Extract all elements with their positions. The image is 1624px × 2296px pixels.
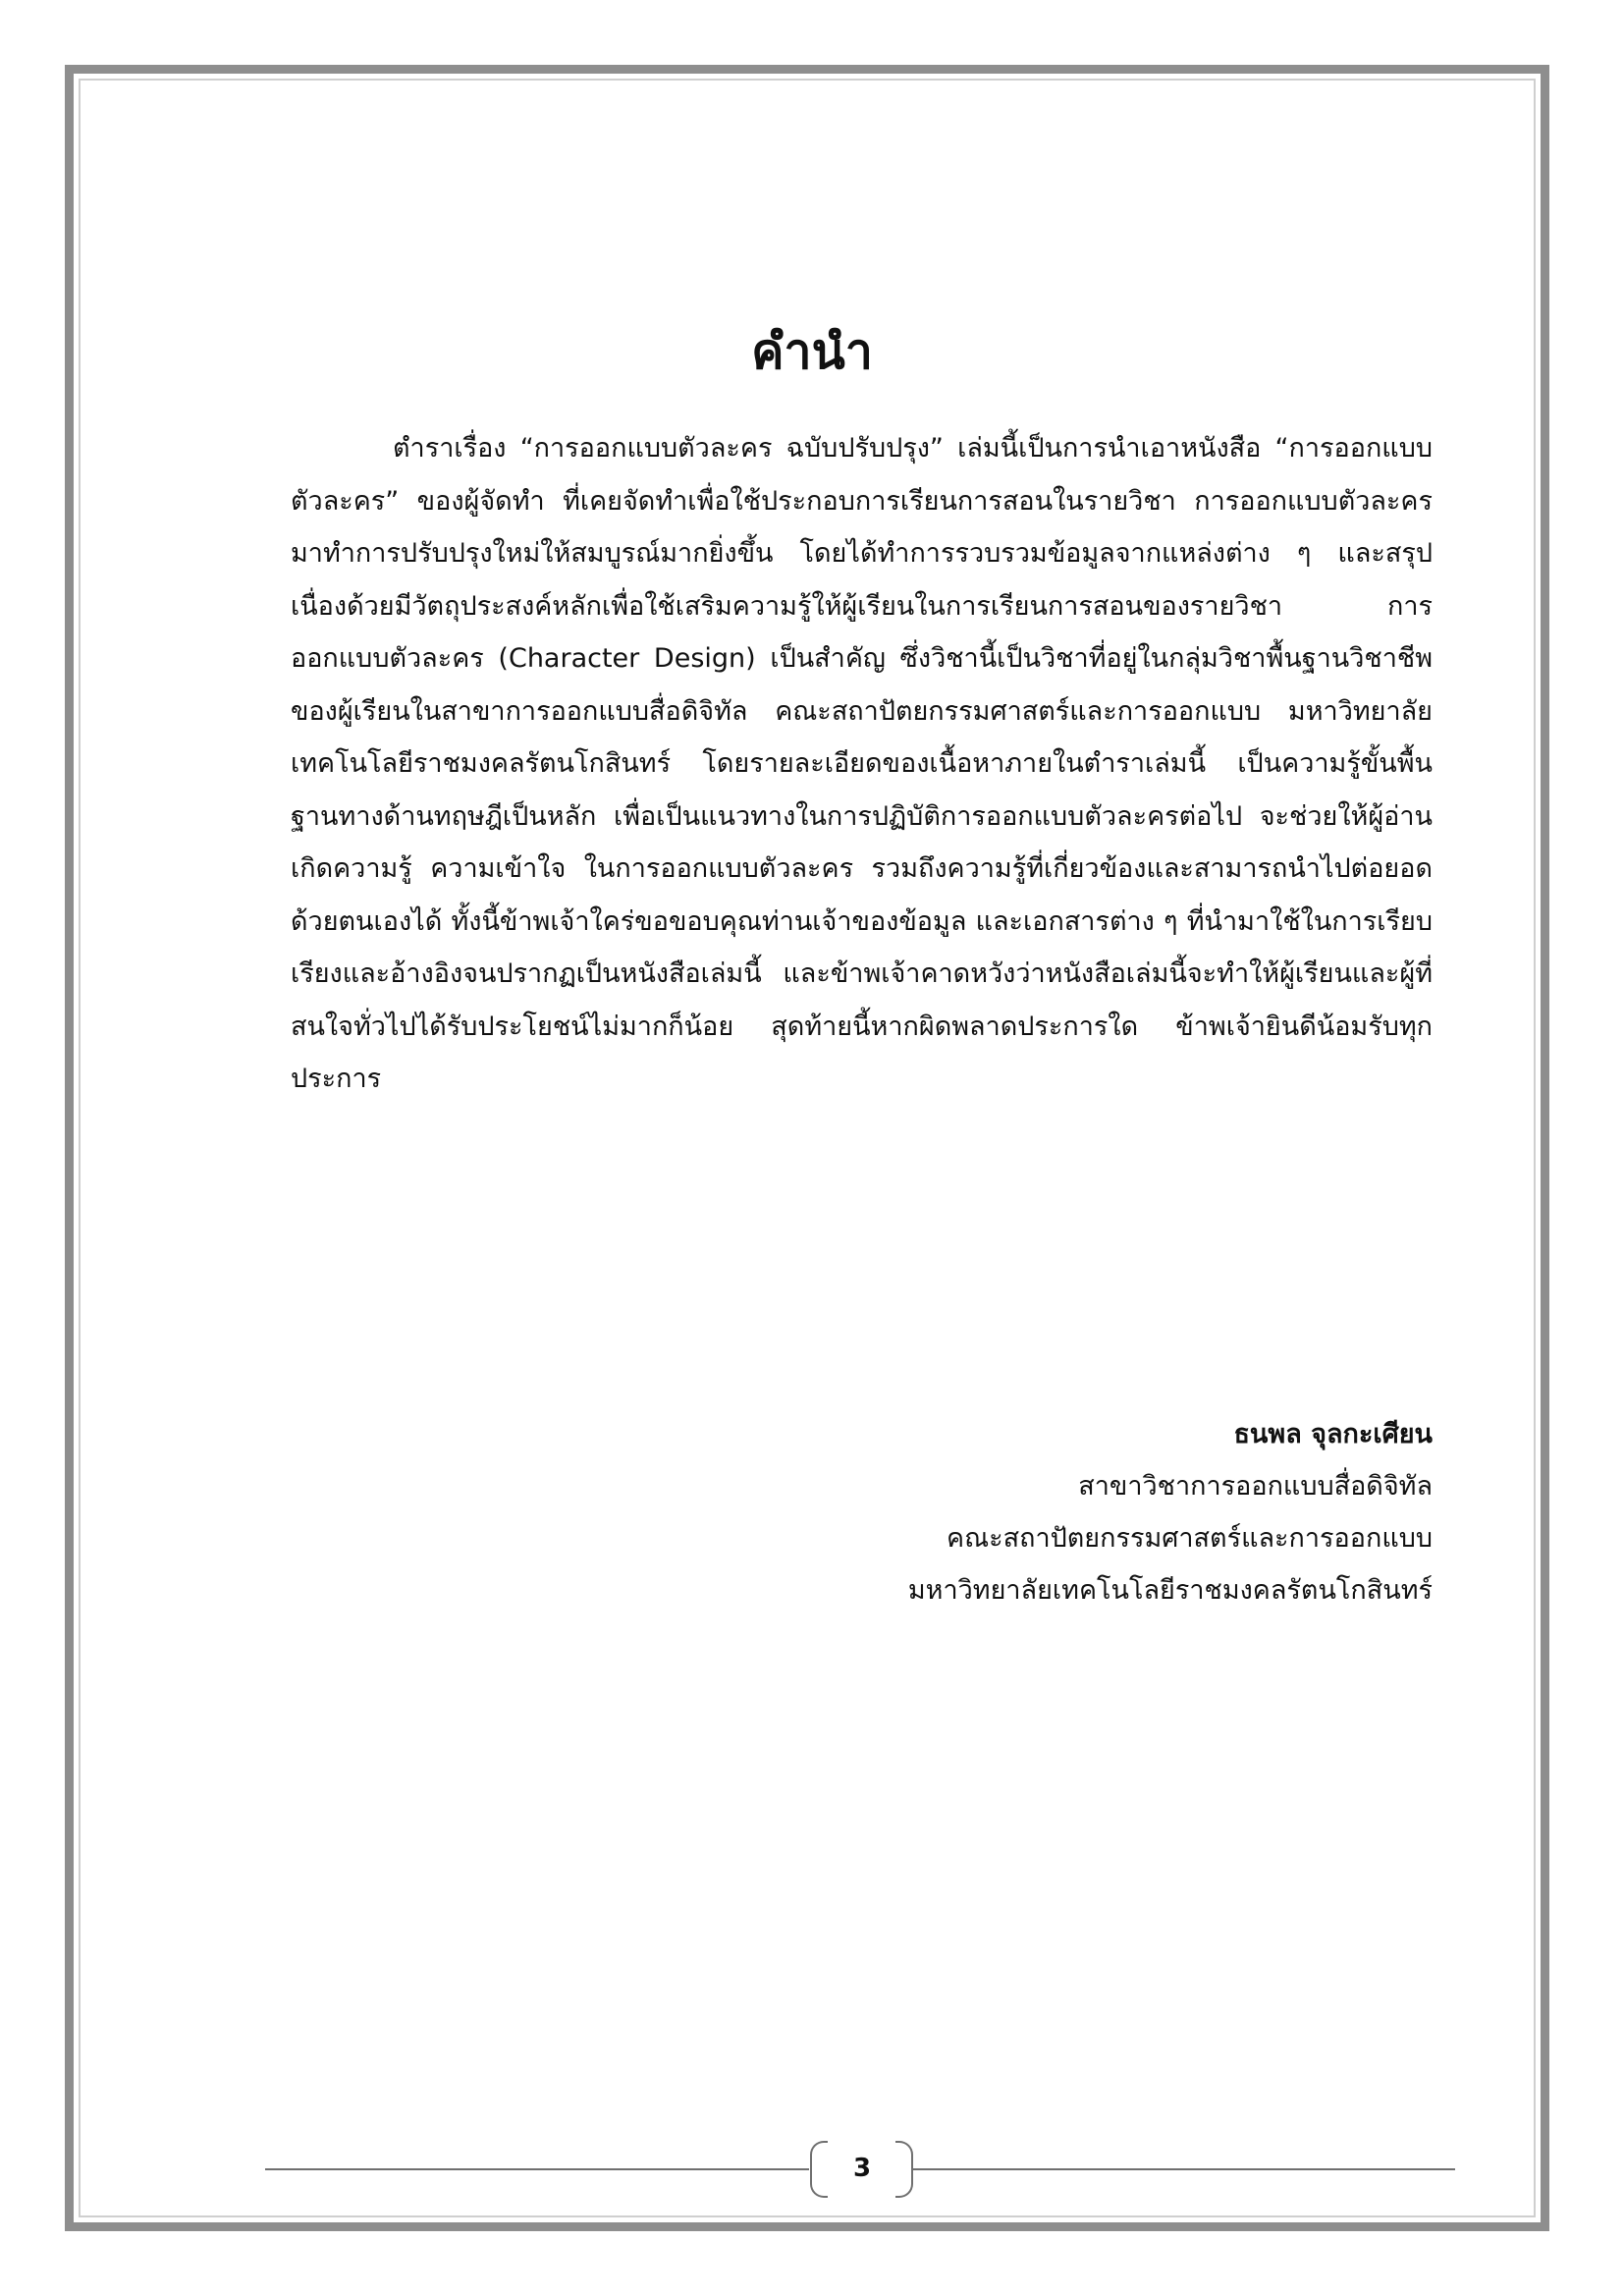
author-university: มหาวิทยาลัยเทคโนโลยีราชมงคลรัตนโกสินทร์ <box>907 1575 1433 1606</box>
author-faculty: คณะสถาปัตยกรรมศาสตร์และการออกแบบ <box>947 1523 1433 1554</box>
footer-bracket-left <box>810 2141 828 2198</box>
footer-rule-right <box>913 2168 1455 2170</box>
preface-body <box>291 422 1433 1106</box>
footer-rule-left <box>265 2168 809 2170</box>
preface-paragraph: ตำราเรื่อง “การออกแบบตัวละคร ฉบับปรับปรุง” เล่มนี้เป็นการนำเอาหนังสือ “การออกแบบตัวละคร” ของผู้จัดทำ ที่เคยจัดทำเพื่อใช้ประกอบการเรียนการสอนในรายวิชา การออกแบบตัวละคร มาทำการปรับปรุงใหม่ให้สมบูรณ์มากยิ่งขึ้น โดยได้ทำการรวบรวมข้อมูลจากแหล่งต่าง ๆ และสรุป เนื่องด้วยมีวัตถุประสงค์หลักเพื่อใช้เสริมความรู้ให้ผู้เรียนในการเรียนการสอนของรายวิชา การออกแบบตัวละคร (Character Design) เป็นสำคัญ ซึ่งวิชานี้เป็นวิชาที่อยู่ในกลุ่มวิชาพื้นฐานวิชาชีพของผู้เรียนในสาขาการออกแบบสื่อดิจิทัล คณะสถาปัตยกรรมศาสตร์และการออกแบบ มหาวิทยาลัยเทคโนโลยีราชมงคลรัตนโกสินทร์ โดยรายละเอียดของเนื้อหาภายในตำราเล่มนี้ เป็นความรู้ขั้นพื้นฐานทางด้านทฤษฎีเป็นหลัก เพื่อเป็นแนวทางในการปฏิบัติการออกแบบตัวละครต่อไป จะช่วยให้ผู้อ่านเกิดความรู้ ความเข้าใจ ในการออกแบบตัวละคร รวมถึงความรู้ที่เกี่ยวข้องและสามารถนำไปต่อยอดด้วยตนเองได้ ทั้งนี้ข้าพเจ้าใคร่ขอขอบคุณท่านเจ้าของข้อมูล และเอกสารต่าง ๆ ที่นำมาใช้ในการเรียบเรียงและอ้างอิงจนปรากฏเป็นหนังสือเล่มนี้ และข้าพเจ้าคาดหวังว่าหนังสือเล่มนี้จะทำให้ผู้เรียนและผู้ที่สนใจทั่วไปได้รับประโยชน์ไม่มากก็น้อย สุดท้ายนี้หากผิดพลาดประการใด ข้าพเจ้ายินดีน้อมรับทุกประการ <box>291 433 1433 1094</box>
signature-block <box>908 1408 1433 1616</box>
page-title: คำนำ <box>751 323 873 380</box>
author-department: สาขาวิชาการออกแบบสื่อดิจิทัล <box>1078 1471 1433 1502</box>
page-number: 3 <box>852 2154 872 2183</box>
page-border-inner <box>79 79 1536 2217</box>
footer-bracket-right <box>895 2141 913 2198</box>
author-name: ธนพล จุลกะเศียน <box>1233 1419 1433 1449</box>
